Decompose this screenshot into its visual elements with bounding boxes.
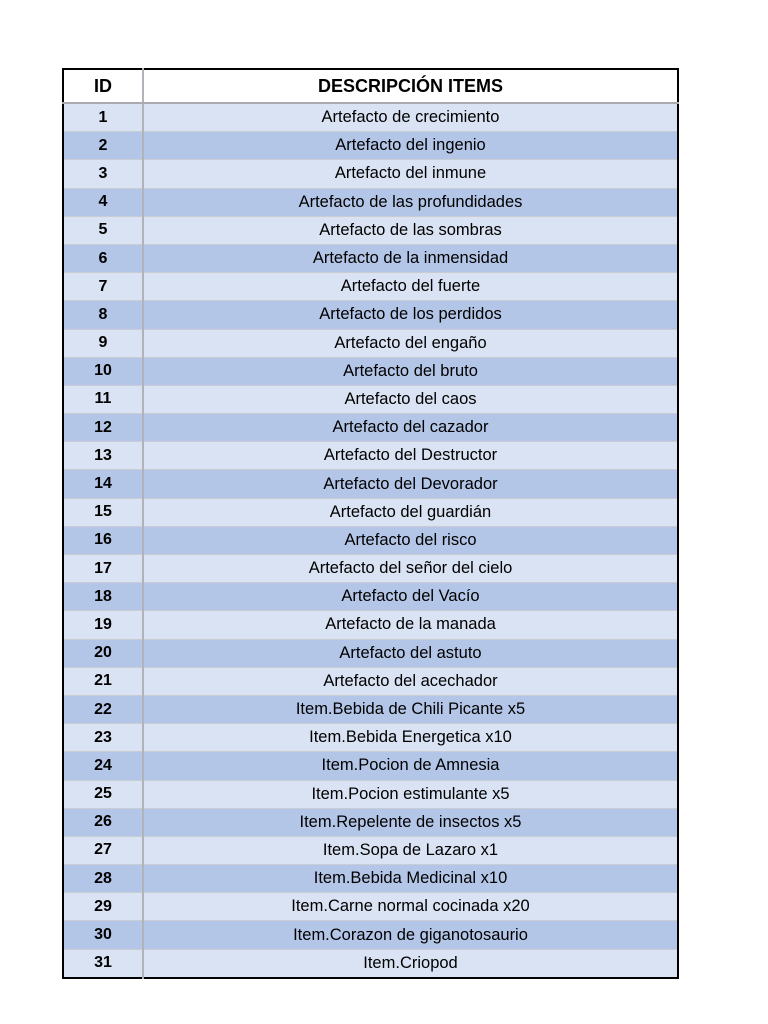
row-id-cell: 14 (63, 470, 143, 498)
row-id-cell: 17 (63, 555, 143, 583)
table-row (63, 695, 678, 723)
table-header (63, 69, 678, 103)
row-id-cell: 25 (63, 780, 143, 808)
row-id-cell: 5 (63, 216, 143, 244)
row-description-cell: Artefacto de las profundidades (143, 188, 678, 216)
table-row (63, 301, 678, 329)
row-description-cell: Artefacto del Devorador (143, 470, 678, 498)
row-id-cell: 4 (63, 188, 143, 216)
row-id-cell: 22 (63, 695, 143, 723)
row-id-cell: 10 (63, 357, 143, 385)
row-description-cell: Artefacto del fuerte (143, 273, 678, 301)
row-id-cell: 28 (63, 865, 143, 893)
table-row (63, 498, 678, 526)
table-row (63, 949, 678, 978)
row-id-cell: 9 (63, 329, 143, 357)
header-row (63, 69, 678, 103)
row-id-cell: 27 (63, 836, 143, 864)
row-description-cell: Item.Sopa de Lazaro x1 (143, 836, 678, 864)
row-description-cell: Item.Repelente de insectos x5 (143, 808, 678, 836)
table-row (63, 160, 678, 188)
table-row (63, 836, 678, 864)
table-row (63, 244, 678, 272)
table-row (63, 893, 678, 921)
row-id-cell: 16 (63, 526, 143, 554)
row-description-cell: Artefacto del bruto (143, 357, 678, 385)
row-description-cell: Item.Bebida Energetica x10 (143, 724, 678, 752)
row-description-cell: Artefacto del inmune (143, 160, 678, 188)
row-description-cell: Item.Pocion estimulante x5 (143, 780, 678, 808)
row-description-cell: Artefacto de la manada (143, 611, 678, 639)
row-id-cell: 21 (63, 667, 143, 695)
row-description-cell: Artefacto del señor del cielo (143, 555, 678, 583)
table-body (63, 103, 678, 978)
table-row (63, 526, 678, 554)
row-description-cell: Artefacto del cazador (143, 414, 678, 442)
row-description-cell: Artefacto del caos (143, 385, 678, 413)
row-id-cell: 7 (63, 273, 143, 301)
row-description-cell: Item.Corazon de giganotosaurio (143, 921, 678, 949)
table-row (63, 273, 678, 301)
row-description-cell: Artefacto del acechador (143, 667, 678, 695)
table-row (63, 724, 678, 752)
table-row (63, 357, 678, 385)
table-row (63, 442, 678, 470)
row-id-cell: 8 (63, 301, 143, 329)
row-description-cell: Artefacto del ingenio (143, 132, 678, 160)
table-row (63, 385, 678, 413)
table-row (63, 921, 678, 949)
table-row (63, 414, 678, 442)
table-row (63, 808, 678, 836)
table-row (63, 780, 678, 808)
column-header-description: DESCRIPCIÓN ITEMS (143, 69, 678, 103)
table-row (63, 555, 678, 583)
row-description-cell: Artefacto de crecimiento (143, 103, 678, 132)
row-id-cell: 2 (63, 132, 143, 160)
row-description-cell: Artefacto de los perdidos (143, 301, 678, 329)
table-row (63, 639, 678, 667)
table-row (63, 103, 678, 132)
row-id-cell: 1 (63, 103, 143, 132)
row-id-cell: 19 (63, 611, 143, 639)
row-description-cell: Artefacto del astuto (143, 639, 678, 667)
row-id-cell: 30 (63, 921, 143, 949)
row-description-cell: Artefacto del risco (143, 526, 678, 554)
table-row (63, 329, 678, 357)
table-row (63, 583, 678, 611)
row-description-cell: Item.Carne normal cocinada x20 (143, 893, 678, 921)
column-header-id: ID (63, 69, 143, 103)
items-table (62, 68, 679, 979)
row-id-cell: 15 (63, 498, 143, 526)
row-id-cell: 13 (63, 442, 143, 470)
row-id-cell: 23 (63, 724, 143, 752)
table-row (63, 865, 678, 893)
row-id-cell: 6 (63, 244, 143, 272)
table-row (63, 188, 678, 216)
row-description-cell: Artefacto de la inmensidad (143, 244, 678, 272)
row-id-cell: 20 (63, 639, 143, 667)
row-id-cell: 18 (63, 583, 143, 611)
row-id-cell: 11 (63, 385, 143, 413)
row-description-cell: Item.Bebida de Chili Picante x5 (143, 695, 678, 723)
row-description-cell: Item.Criopod (143, 949, 678, 978)
row-description-cell: Artefacto del Destructor (143, 442, 678, 470)
table-row (63, 611, 678, 639)
row-description-cell: Item.Pocion de Amnesia (143, 752, 678, 780)
row-id-cell: 29 (63, 893, 143, 921)
row-description-cell: Artefacto del guardián (143, 498, 678, 526)
row-id-cell: 3 (63, 160, 143, 188)
table-row (63, 216, 678, 244)
row-description-cell: Artefacto del engaño (143, 329, 678, 357)
row-description-cell: Artefacto de las sombras (143, 216, 678, 244)
row-id-cell: 24 (63, 752, 143, 780)
table-row (63, 470, 678, 498)
row-description-cell: Item.Bebida Medicinal x10 (143, 865, 678, 893)
table-row (63, 752, 678, 780)
table-row (63, 667, 678, 695)
row-id-cell: 31 (63, 949, 143, 978)
row-id-cell: 26 (63, 808, 143, 836)
row-description-cell: Artefacto del Vacío (143, 583, 678, 611)
table-row (63, 132, 678, 160)
row-id-cell: 12 (63, 414, 143, 442)
